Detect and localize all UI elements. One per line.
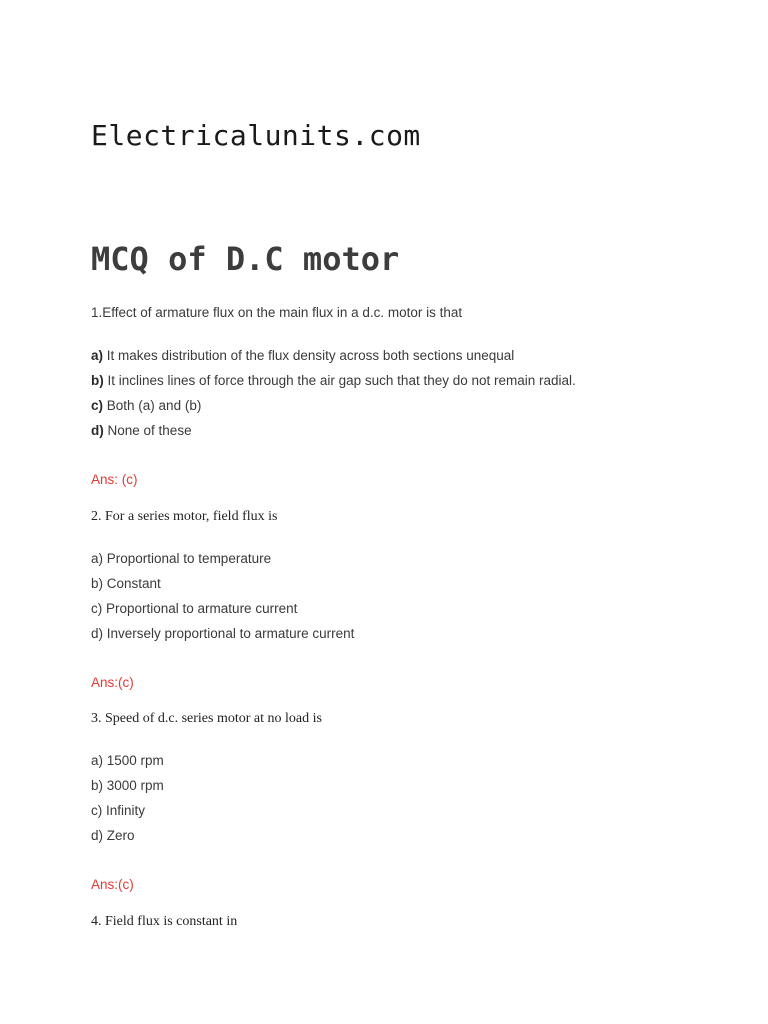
question-1-option-d xyxy=(91,422,192,440)
question-3-option-b: b) 3000 rpm xyxy=(91,778,164,793)
question-4-text: 4. Field flux is constant in xyxy=(91,914,238,929)
option-letter: a) xyxy=(91,348,104,363)
question-2-option-a: a) Proportional to temperature xyxy=(91,551,272,566)
question-2-option-d: d) Inversely proportional to armature current xyxy=(91,626,355,641)
question-2-option-c: c) Proportional to armature current xyxy=(91,601,298,616)
option-letter: d) xyxy=(91,423,104,438)
question-1-answer: Ans: (c) xyxy=(91,472,138,487)
question-3-answer: Ans:(c) xyxy=(91,877,134,892)
question-1-text: 1.Effect of armature flux on the main flux in a d.c. motor is that xyxy=(91,305,463,320)
option-letter: c) xyxy=(91,398,104,413)
site-title: Electricalunits.com xyxy=(91,119,421,152)
page-title: MCQ of D.C motor xyxy=(91,240,400,278)
question-1-option-b xyxy=(91,372,576,390)
question-3-text: 3. Speed of d.c. series motor at no load is xyxy=(91,711,322,726)
option-text: Both (a) and (b) xyxy=(106,398,202,413)
question-2-text: 2. For a series motor, field flux is xyxy=(91,509,278,524)
question-2-answer: Ans:(c) xyxy=(91,675,134,690)
question-2-option-b: b) Constant xyxy=(91,576,161,591)
option-text: None of these xyxy=(107,423,192,438)
question-3-option-c: c) Infinity xyxy=(91,803,146,818)
option-text: It makes distribution of the flux density across both sections unequal xyxy=(106,348,515,363)
question-1-option-c xyxy=(91,397,201,415)
option-letter: b) xyxy=(91,373,104,388)
question-3-option-d: d) Zero xyxy=(91,828,135,843)
option-text: It inclines lines of force through the air gap such that they do not remain radial. xyxy=(107,373,576,388)
question-3-option-a: a) 1500 rpm xyxy=(91,753,164,768)
question-1-option-a xyxy=(91,347,514,365)
